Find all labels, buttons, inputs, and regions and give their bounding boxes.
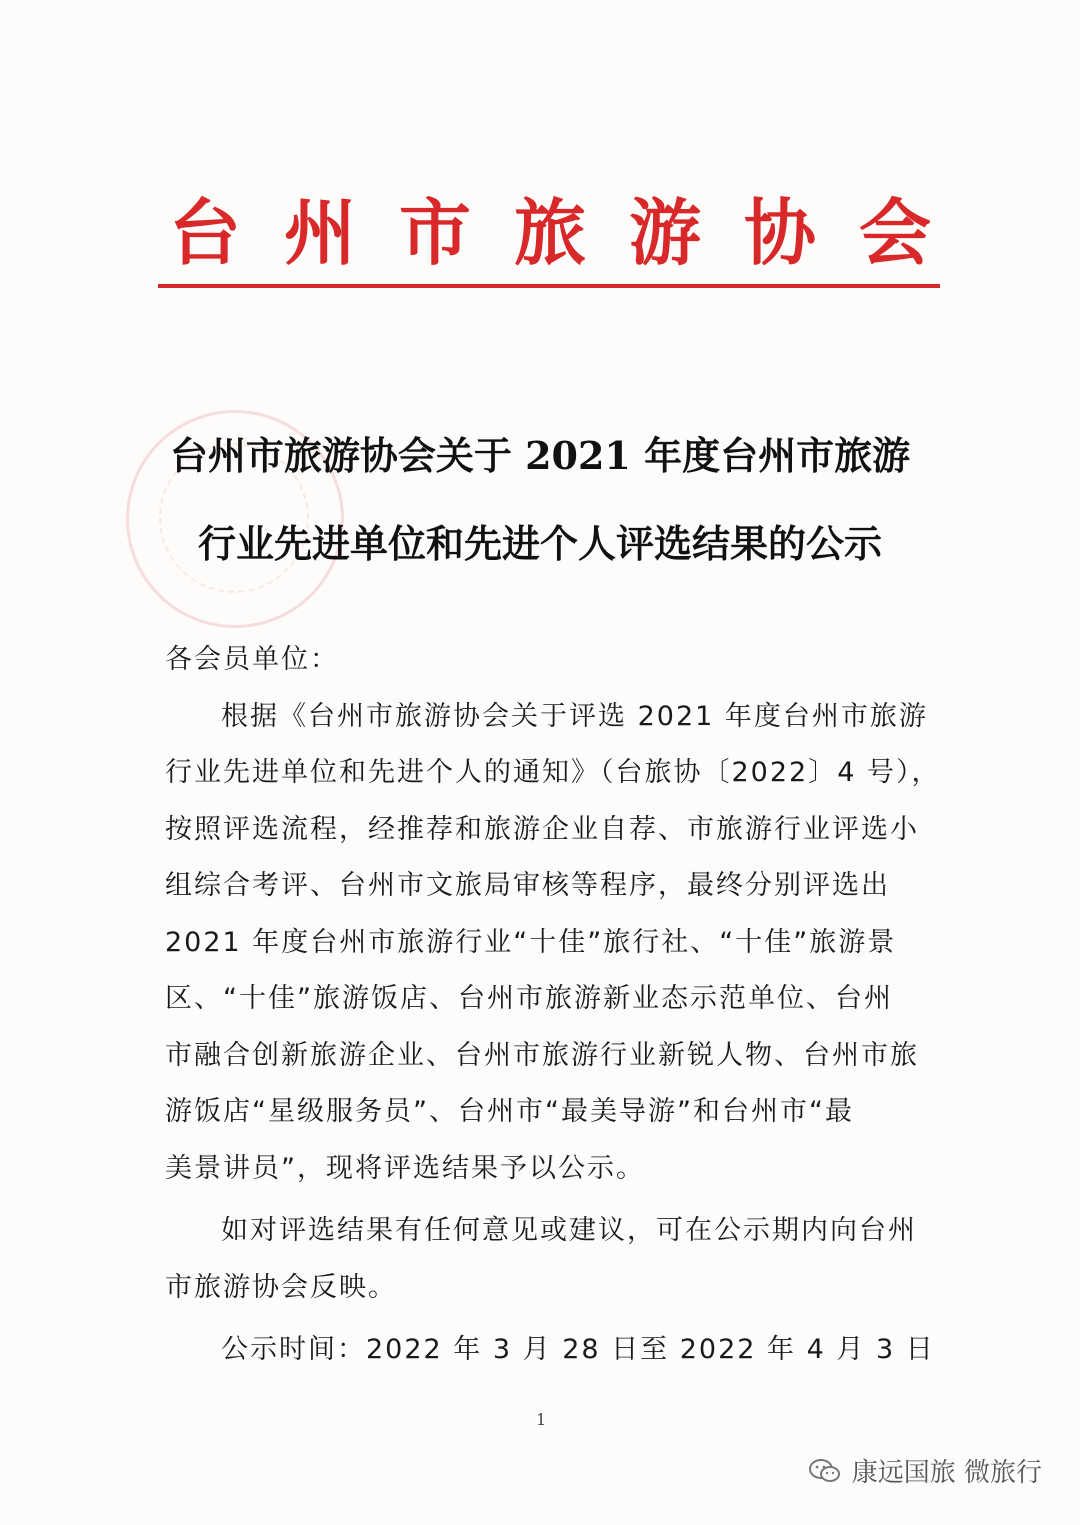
notice-body xyxy=(165,632,941,1379)
salutation: 各会员单位： xyxy=(165,644,339,675)
paragraph1-line: 美景讲员”，现将评选结果予以公示。 xyxy=(165,1152,645,1184)
letterhead-char: 市 xyxy=(398,190,471,275)
letterhead-char: 州 xyxy=(283,190,356,275)
paragraph1-line: 市融合创新旅游企业、台州市旅游行业新锐人物、台州市旅 xyxy=(165,1039,919,1071)
source-watermark xyxy=(808,1452,1042,1489)
letterhead-divider xyxy=(158,284,940,288)
letterhead-char: 旅 xyxy=(513,190,586,275)
paragraph1-line: 按照评选流程，经推荐和旅游企业自荐、市旅游行业评选小 xyxy=(165,813,919,845)
notice-title-line: 台州市旅游协会关于 2021 年度台州市旅游 xyxy=(169,433,911,478)
notice-title-line: 行业先进单位和先进个人评选结果的公示 xyxy=(197,521,882,566)
letterhead-char: 台 xyxy=(168,190,241,275)
org-letterhead xyxy=(160,188,940,278)
paragraph1-line: 根据《台州市旅游协会关于评选 2021 年度台州市旅游 xyxy=(221,700,928,732)
paragraph1-line: 2021 年度台州市旅游行业“十佳”旅行社、“十佳”旅游景 xyxy=(165,926,897,958)
paragraph1-line: 区、“十佳”旅游饭店、台州市旅游新业态示范单位、台州 xyxy=(165,983,893,1014)
page-number: 1 xyxy=(536,1410,547,1429)
wechat-icon xyxy=(808,1458,842,1484)
watermark-text: 康远国旅 微旅行 xyxy=(851,1458,1042,1488)
paragraph2-line: 如对评选结果有任何意见或建议，可在公示期内向台州 xyxy=(221,1215,917,1246)
notice-title xyxy=(160,412,920,588)
notice-period: 公示时间：2022 年 3 月 28 日至 2022 年 4 月 3 日 xyxy=(221,1334,935,1365)
paragraph1-line: 游饭店“星级服务员”、台州市“最美导游”和台州市“最 xyxy=(165,1096,854,1127)
letterhead-char: 游 xyxy=(628,190,701,275)
paragraph2-line: 市旅游协会反映。 xyxy=(165,1271,397,1303)
paragraph1-line: 组综合考评、台州市文旅局审核等程序，最终分别评选出 xyxy=(165,870,890,901)
paragraph1-line: 行业先进单位和先进个人的通知》（台旅协〔2022〕4 号）， xyxy=(165,757,941,788)
letterhead-char: 会 xyxy=(858,190,931,275)
letterhead-char: 协 xyxy=(743,190,816,275)
